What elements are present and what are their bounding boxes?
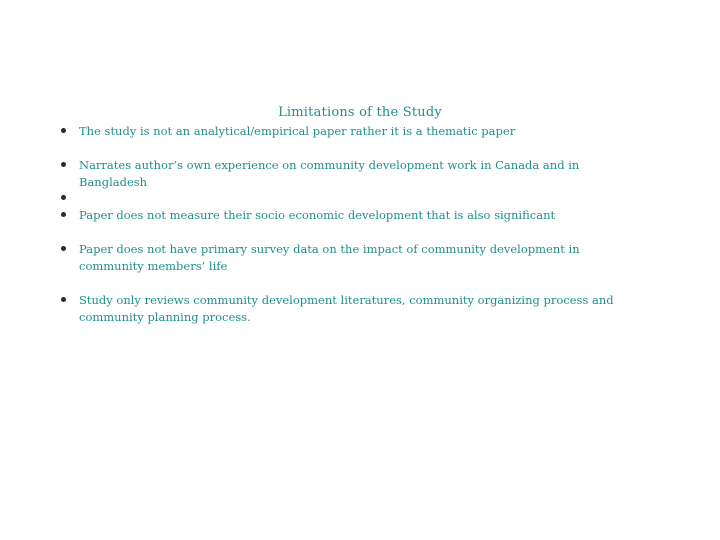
slide-title: Limitations of the Study	[278, 105, 442, 120]
bullet-item	[60, 292, 650, 326]
bullet-icon	[60, 296, 68, 304]
bullet-icon	[60, 245, 68, 253]
bullet-item	[60, 241, 650, 275]
bullet-icon	[60, 161, 68, 169]
bullet-item	[60, 207, 650, 224]
bullet-icon	[60, 127, 68, 135]
bullet-item	[60, 123, 650, 140]
bullet-text: Paper does not measure their socio economic development that is also significant	[79, 208, 556, 222]
bullet-text: The study is not an analytical/empirical paper rather it is a thematic paper	[79, 124, 516, 138]
bullet-text: Narrates author’s own experience on community development work in Canada and in Bangladesh	[79, 158, 580, 189]
bullet-item	[60, 157, 650, 191]
bullet-text: Paper does not have primary survey data on the impact of community development in community members’ life	[79, 242, 580, 273]
bullet-icon	[60, 194, 68, 202]
bullet-text: Study only reviews community development literatures, community organizing process and community planning process.	[79, 293, 614, 324]
bullet-icon	[60, 211, 68, 219]
